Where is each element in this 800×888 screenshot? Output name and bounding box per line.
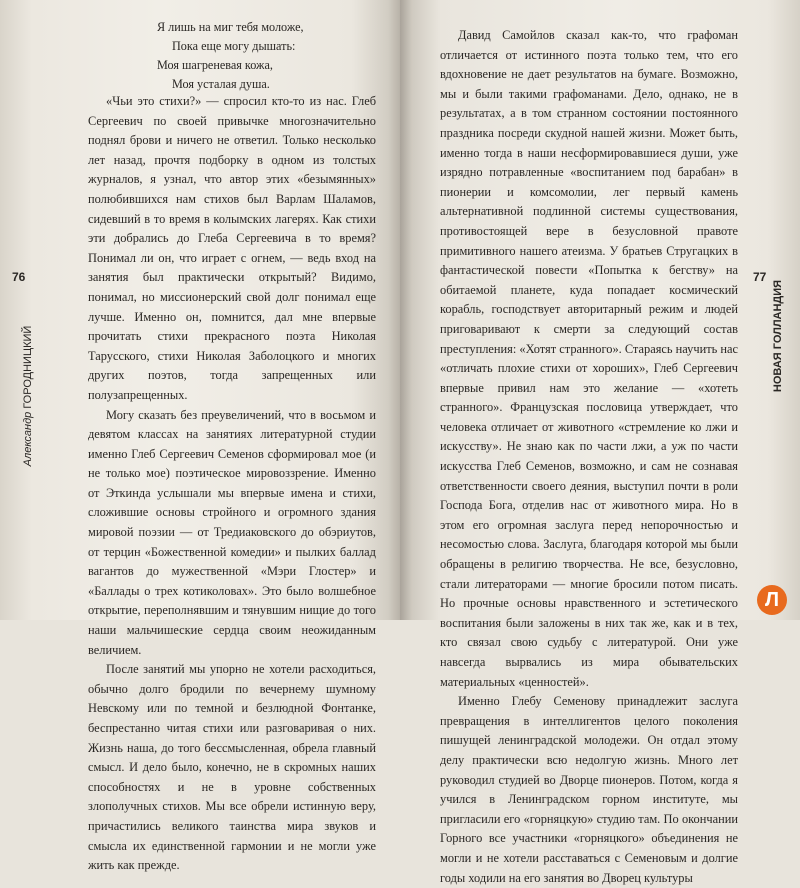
- paragraph: Именно Глебу Семенову принадлежит заслуга превращения в интеллигентов целого поколения пишущей ленинградской молодежи. Он отдал этому делу практически всю недолгую жизнь. Много лет руководил студией во Дворце пионеров. Потом, когда я учился в Ленинградском горном институте, мы пригласили его «горняцкую» студию там. По окончании Горного все участники «горняцкого» объединения не могли и не хотели расставаться с Семеновым и долгие годы ходили на его занятия во Дворец культуры: [440, 694, 738, 885]
- running-header-author: [22, 296, 34, 496]
- publisher-logo-icon: Л: [757, 585, 787, 615]
- right-body-text: [440, 26, 738, 888]
- running-header-title: НОВАЯ ГОЛЛАНДИЯ: [772, 279, 784, 393]
- poem-line: Моя шагреневая кожа,: [157, 58, 273, 72]
- left-body-text: [88, 92, 376, 876]
- poem-excerpt: [157, 18, 304, 94]
- author-first-name: Александр: [22, 411, 34, 467]
- paragraph: «Чьи это стихи?» — спросил кто-то из нас. Глеб Сергеевич по своей привычке многозначительно поднял брови и ничего не ответил. Только несколько лет назад, прочтя подборку в одном из толстых журналов, я узнал, что автор этих «безымянных» полюбившихся нам стихов был Варлам Шаламов, сидевший в то время в колымских лагерях. Как стихи эти добрались до Глеба Сергеевича в то время? Понимал ли он, что играет с огнем, — ведь вход на занятия был практически открытый? Видимо, понимал, но миссионерский свой долг понимал еще лучше. Именно он, помнится, дал мне впервые прочитать стихи прекрасного поэта Николая Тарусского, стихи Николая Заболоцкого и многих других поэтов, тогда запрещенных или полузапрещенных.: [88, 94, 376, 402]
- paragraph: Давид Самойлов сказал как-то, что графоман отличается от истинного поэта только тем, что его вдохновение не дает результатов на бумаге. Возможно, мы и были такими графоманами. Дело, однако, не в результатах, а в том странном состоянии постоянного праздника посреди скудной нашей жизни. Может быть, именно тогда в наши несформировавшиеся души, уже изрядно потравленные «воспитанием под барабан» в пионерии и комсомолии, лег первый камень альтернативной подлинной системы существования, противостоящей вере в безусловной правоте примитивного нашего атеизма. У братьев Стругацких в фантастической повести «Попытка к бегству» на обитаемой планете, куда попадает космический корабль, господствует авторитарный режим и людей приговаривают к смерти за следующий состав преступления: «Хотят странного». Стараясь научить нас «отличать плохие стихи от хороших», Глеб Сергеевич впервые привил нам это желание — «хотеть странного». Французская пословица утверждает, что человека отличает от животного «стремление ко лжи и искусству». Не знаю как по части лжи, а уж по части искусства Глеб Семенов, возможно, и сам не сознавая ответственности своего деяния, выступил почти в роли Господа Бога, отделив нас от животного мира. Но в этом его огромная заслуга перед непорочностью и несомостью слова. Заслуга, благодаря которой мы были обращены в религию творчества. Не все, безусловно, стали литераторами — многие бросили потом писать. Но прочные основы нравственного и эстетического воспитания были заложены в них так же, как и в тех, кто связал свою судьбу с литературой. Они уже навсегда вырвались из мира обывательских материальных «ценностей».: [440, 28, 738, 689]
- author-last-name: ГОРОДНИЦКИЙ: [22, 325, 34, 409]
- poem-line: Я лишь на миг тебя моложе,: [157, 20, 304, 34]
- left-page: [0, 0, 400, 873]
- page-number-left: 76: [12, 270, 26, 284]
- page-number-right: 77: [753, 270, 767, 284]
- paragraph: Могу сказать без преувеличений, что в восьмом и девятом классах на занятиях литературной студии именно Глеб Сергеевич Семенов сформировал мое (и не только мое) поэтическое мировоззрение. Именно от Эткинда услышали мы впервые имена и стихи, сложившие основы стройного и огромного здания мировой поэзии — от Тредиаковского до обэриутов, от терцин «Божественной комедии» и пылких баллад вагантов до мужественной «Мэри Глостер» и «Баллады о трех котиколовах». Это было волшебное открытие, переполнявшим и тянувшим нищие до того наши мальчишеские сердца своим неожиданным величием.: [88, 407, 376, 657]
- poem-line: Моя усталая душа.: [172, 77, 270, 91]
- poem-line: Пока еще могу дышать:: [172, 39, 296, 53]
- right-page: [400, 0, 800, 885]
- paragraph: После занятий мы упорно не хотели расходиться, обычно долго бродили по вечернему шумному Невскому или по темной и безлюдной Фонтанке, беспрестанно читая стихи или разговаривая о них. Жизнь наша, до того бессмысленная, обрела главный смысл. И дело было, конечно, не в скромных наших способностях и не в уровне собственных злополучных стихов. Мы все обрели истинную веру, причастились великого таинства мира звуков и смысла их единственной гармонии и не могли уже жить как прежде.: [88, 662, 376, 873]
